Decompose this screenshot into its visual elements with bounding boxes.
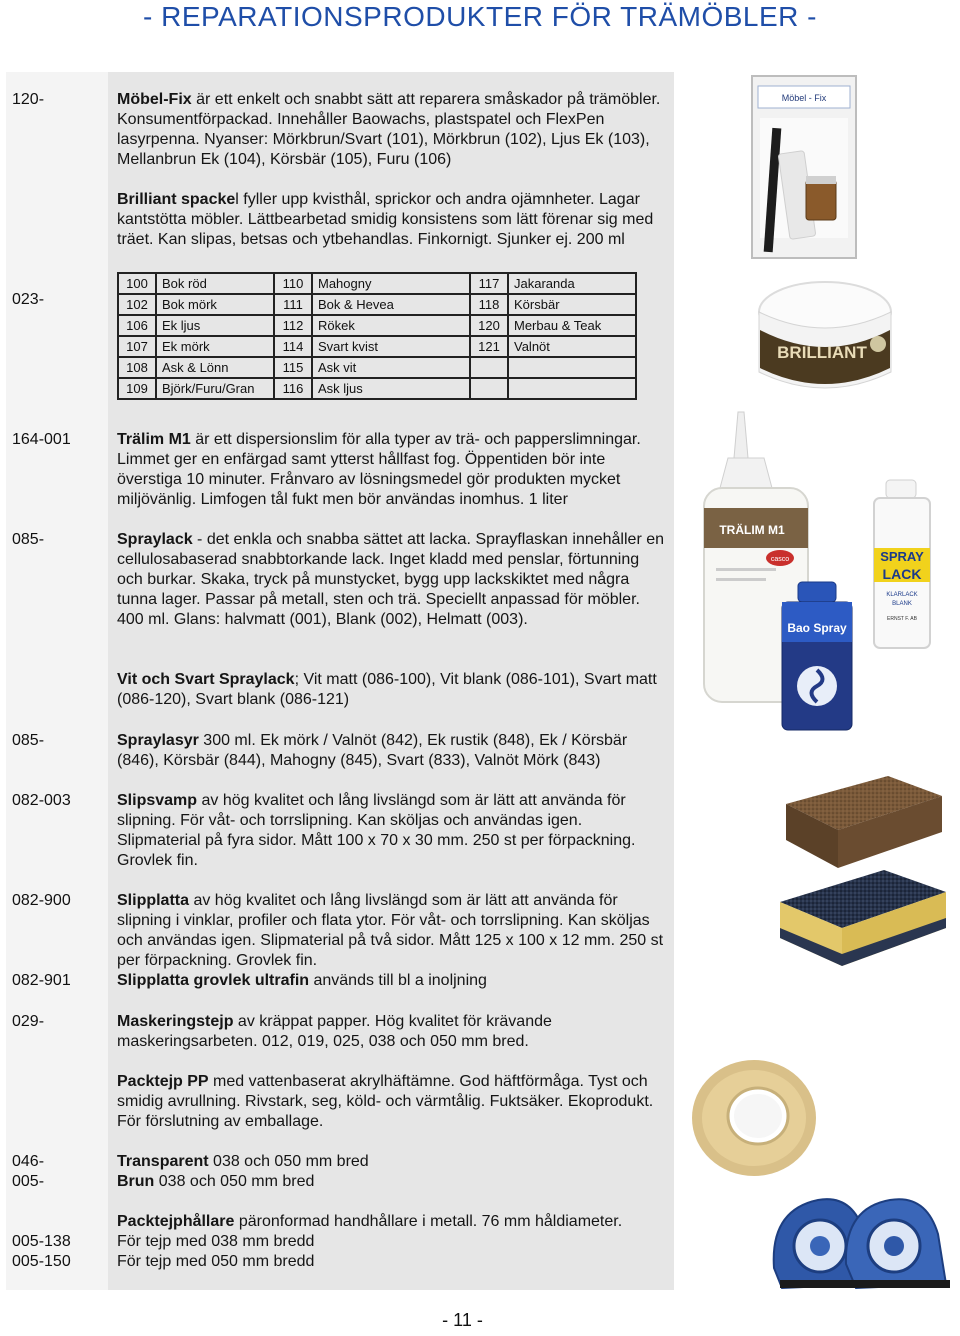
color-code-cell: 110 [274, 273, 312, 294]
spray-maker: ERNST F. AB [887, 616, 917, 622]
brilliant-label-text: BRILLIANT [777, 343, 867, 362]
color-code-cell: 112 [274, 315, 312, 336]
color-name-cell: Svart kvist [312, 336, 470, 357]
packtejp-product-image [686, 1052, 822, 1182]
description-spraylasyr [117, 731, 669, 771]
spraylack-product-image [866, 478, 938, 654]
product-name-vitsvart: Vit och Svart Spraylack [117, 671, 295, 688]
page-number: - 11 - [442, 1310, 483, 1330]
color-code-cell [470, 357, 508, 378]
spraylasyr-label-text: Bao Spray [787, 621, 847, 635]
color-name-cell: Rökek [312, 315, 470, 336]
color-name-cell: Ask & Lönn [156, 357, 274, 378]
brilliant-color-table [117, 272, 637, 400]
description-hallare-050: För tejp med 050 mm bredd [117, 1253, 315, 1270]
product-name-hallare: Packtejphållare [117, 1213, 235, 1230]
article-code-transparent: 046- [12, 1153, 45, 1170]
product-text-slipplatta: av hög kvalitet och lång livslängd som är lätt att använda för slipning i vinklar, profiler och flata ytor. För våt- och torrslipning. Kan sköljas och användas igen. Slipmaterial på två sidor. Mått 125 x 100 x 12 mm. 250 st per förpackning. Grovlek fin. [117, 892, 664, 969]
color-name-cell: Merbau & Teak [508, 315, 636, 336]
color-name-cell: Bok mörk [156, 294, 274, 315]
product-name-slipsvamp: Slipsvamp [117, 792, 198, 809]
spray-sub-2: BLANK [892, 601, 912, 607]
color-code-cell: 111 [274, 294, 312, 315]
product-name-spraylack: Spraylack [117, 531, 193, 548]
product-name-slipplatta: Slipplatta [117, 892, 190, 909]
article-code-slipsvamp: 082-003 [12, 792, 71, 809]
color-name-cell: Bok röd [156, 273, 274, 294]
slipplatta-product-image [772, 862, 952, 974]
article-code-mobelfix: 120- [12, 91, 45, 108]
description-tralim [117, 430, 669, 510]
mobelfix-product-image [748, 72, 860, 262]
slipsvamp-product-image [776, 768, 946, 872]
product-text-mobelfix: är ett enkelt och snabbt sätt att reparera småskador på trämöbler. Konsumentförpackad. Innehåller Baowachs, plastspatel och FlexPen lasyrpenna. Nyanser: Mörkbrun/Svart (101), Mörkbrun (102), Ljus Ek (103), Mellanbrun Ek (104), Körsbär (105), Furu (106) [117, 91, 661, 168]
product-text-maskering: av kräppat papper. Hög kvalitet för krävande maskeringsarbeten. 012, 019, 025, 038 och 050 mm bred. [117, 1013, 552, 1050]
article-code-brun: 005- [12, 1173, 45, 1190]
color-name-cell [508, 357, 636, 378]
article-code-hallare-038: 005-138 [12, 1233, 71, 1250]
product-text-hallare: päronformad handhållare i metall. 76 mm håldiameter. [234, 1213, 623, 1230]
color-code-cell: 118 [470, 294, 508, 315]
product-text-vitsvart: ; Vit matt (086-100), Vit blank (086-101), Svart matt (086-120), Svart blank (086-121) [117, 671, 657, 708]
description-brun [117, 1172, 669, 1192]
color-name-cell: Jakaranda [508, 273, 636, 294]
color-code-cell: 117 [470, 273, 508, 294]
product-name-maskering: Maskeringstejp [117, 1013, 234, 1030]
description-packtejp [117, 1072, 669, 1132]
product-name-transparent: Transparent [117, 1153, 209, 1170]
color-name-cell: Körsbär [508, 294, 636, 315]
packtejphallare-product-image [760, 1180, 956, 1296]
description-hallare [117, 1212, 669, 1232]
tralim-label-text: TRÄLIM M1 [719, 523, 785, 537]
color-table-row [118, 294, 636, 315]
mobelfix-label-text: Möbel - Fix [781, 93, 827, 103]
color-code-cell: 106 [118, 315, 156, 336]
product-name-brun: Brun [117, 1173, 155, 1190]
description-transparent [117, 1152, 669, 1172]
spray-label-2: LACK [882, 566, 922, 582]
color-table-row [118, 357, 636, 378]
article-code-hallare-050: 005-150 [12, 1253, 71, 1270]
color-code-cell: 120 [470, 315, 508, 336]
color-code-cell: 116 [274, 378, 312, 399]
product-name-packtejp: Packtejp PP [117, 1073, 209, 1090]
article-code-brilliant: 023- [12, 291, 45, 308]
color-name-cell: Mahogny [312, 273, 470, 294]
color-code-cell: 108 [118, 357, 156, 378]
product-text-spraylack: - det enkla och snabba sättet att lacka. Sprayflaskan innehåller en cellulosabaserad snabbtorkande lack. Inget kladd med penslar, förtunning och burkar. Skaka, tryck på munstycket, bygg upp lackskiktet med några tunna lager. Passar på metall, sten och trä. Speciellt anpassad för möbler. 400 ml. Glans: halvmatt (001), Blank (002), Helmatt (003). [117, 531, 665, 628]
product-text-brilliant: l fyller upp kvisthål, sprickor och andra ojämnheter. Lagar kantstötta möbler. Lättbearbetad smidig konsistens som lätt förenar sig med träet. Kan slipas, betsas och ytbehandlas. Finkornigt. Sjunker ej. 200 ml [117, 191, 654, 248]
color-name-cell [508, 378, 636, 399]
product-text-brun: 038 och 050 mm bred [154, 1173, 315, 1190]
product-text-tralim: är ett dispersionslim för alla typer av trä- och papperslimningar. Limmet ger en enfärgad samt ytterst hållfast fog. Öppentiden bör inte överstiga 10 minuter. Frånvaro av lösningsmedel gör produkten mycket miljövänlig. Limfogen tål fukt men bör användas inomhus. 1 liter [117, 431, 641, 508]
spray-label-1: SPRAY [880, 549, 924, 564]
color-code-cell: 102 [118, 294, 156, 315]
product-text-spraylasyr: 300 ml. Ek mörk / Valnöt (842), Ek rustik (848), Ek / Körsbär (846), Körsbär (844), Mahogny (845), Svart (833), Valnöt Mörk (843) [117, 732, 628, 769]
color-name-cell: Bok & Hevea [312, 294, 470, 315]
article-code-tralim: 164-001 [12, 431, 71, 448]
description-mobelfix [117, 90, 669, 170]
color-name-cell: Ask vit [312, 357, 470, 378]
description-maskering [117, 1012, 669, 1052]
product-text-packtejp: med vattenbaserat akrylhäftämne. God häftförmåga. Tyst och smidig avrullning. Rivstark, seg, köld- och värmtålig. Fuktsäker. Ekoprodukt. För förslutning av emballage. [117, 1073, 654, 1130]
color-name-cell: Ek mörk [156, 336, 274, 357]
description-brilliant [117, 190, 669, 250]
color-table-row [118, 315, 636, 336]
spraylasyr-product-image [776, 580, 858, 732]
color-code-cell: 121 [470, 336, 508, 357]
color-table-row [118, 336, 636, 357]
color-code-cell: 115 [274, 357, 312, 378]
article-code-spraylasyr: 085- [12, 732, 45, 749]
color-table-row [118, 273, 636, 294]
tralim-brand-text: casco [770, 556, 790, 563]
color-code-cell: 109 [118, 378, 156, 399]
product-name-tralim: Trälim M1 [117, 431, 191, 448]
color-code-cell: 100 [118, 273, 156, 294]
description-slipsvamp [117, 791, 669, 871]
product-text-slipplatta-grov: används till bl a inoljning [309, 972, 487, 989]
article-code-slipplatta-grov: 082-901 [12, 972, 71, 989]
color-name-cell: Ask ljus [312, 378, 470, 399]
article-code-spraylack: 085- [12, 531, 45, 548]
color-code-cell: 107 [118, 336, 156, 357]
description-slipplatta [117, 891, 669, 971]
color-table-row [118, 378, 636, 399]
description-slipplatta-grov [117, 971, 669, 991]
description-hallare-038: För tejp med 038 mm bredd [117, 1233, 315, 1250]
description-spraylack [117, 530, 669, 630]
product-name-mobelfix: Möbel-Fix [117, 91, 192, 108]
color-name-cell: Björk/Furu/Gran [156, 378, 274, 399]
color-name-cell: Valnöt [508, 336, 636, 357]
code-column-background [6, 72, 108, 1290]
product-text-slipsvamp: av hög kvalitet och lång livslängd som är lätt att använda för slipning. För våt- och torrslipning. Kan sköljas och användas igen. Slipmaterial på fyra sidor. Mått 100 x 70 x 30 mm. 250 st per förpackning. Grovlek fin. [117, 792, 636, 869]
article-code-maskering: 029- [12, 1013, 45, 1030]
color-code-cell [470, 378, 508, 399]
color-name-cell: Ek ljus [156, 315, 274, 336]
description-vitsvart [117, 670, 669, 710]
article-code-slipplatta: 082-900 [12, 892, 71, 909]
product-text-transparent: 038 och 050 mm bred [208, 1153, 369, 1170]
brilliant-product-image [752, 276, 898, 402]
color-code-cell: 114 [274, 336, 312, 357]
page-title: - REPARATIONSPRODUKTER FÖR TRÄMÖBLER - [143, 1, 817, 32]
product-name-brilliant: Brilliant spacke [117, 191, 236, 208]
product-name-slipplatta-grov: Slipplatta grovlek ultrafin [117, 972, 310, 989]
product-name-spraylasyr: Spraylasyr [117, 732, 199, 749]
spray-sub-1: KLARLACK [886, 592, 918, 598]
